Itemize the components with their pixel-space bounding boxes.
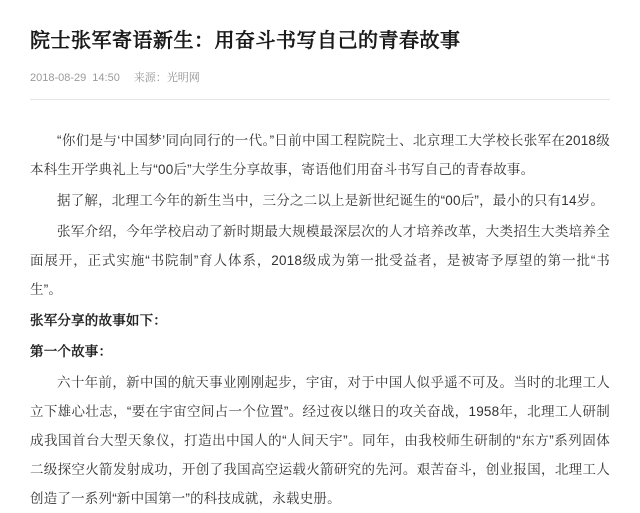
paragraph: “你们是与‘中国梦’同向同行的一代。”日前中国工程院院士、北京理工大学校长张军在2018级本科生开学典礼上与“00后”大学生分享故事，寄语他们用奋斗书写自己的青春故事。	[30, 133, 610, 177]
source-label: 来源：	[133, 72, 167, 84]
paragraph-heading: 张军分享的故事如下：	[30, 313, 167, 328]
paragraph: 六十年前，新中国的航天事业刚刚起步，宇宙，对于中国人似乎遥不可及。当时的北理工人立下雄心壮志，“要在宇宙空间占一个位置”。经过夜以继日的攻关奋战，1958年，北理工人研制成我国首台大型天象仪，打造出中国人的“人间天宇”。同年，由我校师生研制的“东方”系列固体二级探空火箭发射成功，开创了我国高空运载火箭研究的先河。艰苦奋斗，创业报国，北理工人创造了一系列“新中国第一”的科技成就，永载史册。	[30, 375, 610, 506]
paragraph-heading: 第一个故事：	[30, 344, 113, 359]
article-body	[30, 126, 610, 513]
paragraph: 张军介绍，今年学校启动了新时期最大规模最深层次的人才培养改革，大类招生大类培养全面展开，正式实施“书院制”育人体系，2018级成为第一批受益者，是被寄予厚望的第一批“书生”。	[30, 224, 610, 297]
header-divider	[30, 99, 610, 100]
publish-date: 2018-08-29	[30, 72, 87, 84]
article-meta	[30, 70, 610, 86]
paragraph: 据了解，北理工今年的新生当中，三分之二以上是新世纪诞生的“00后”，最小的只有14岁。	[57, 193, 605, 208]
publish-time: 14:50	[92, 72, 120, 84]
page-title: 院士张军寄语新生：用奋斗书写自己的青春故事	[30, 30, 461, 52]
source-link[interactable]: 光明网	[166, 72, 200, 84]
